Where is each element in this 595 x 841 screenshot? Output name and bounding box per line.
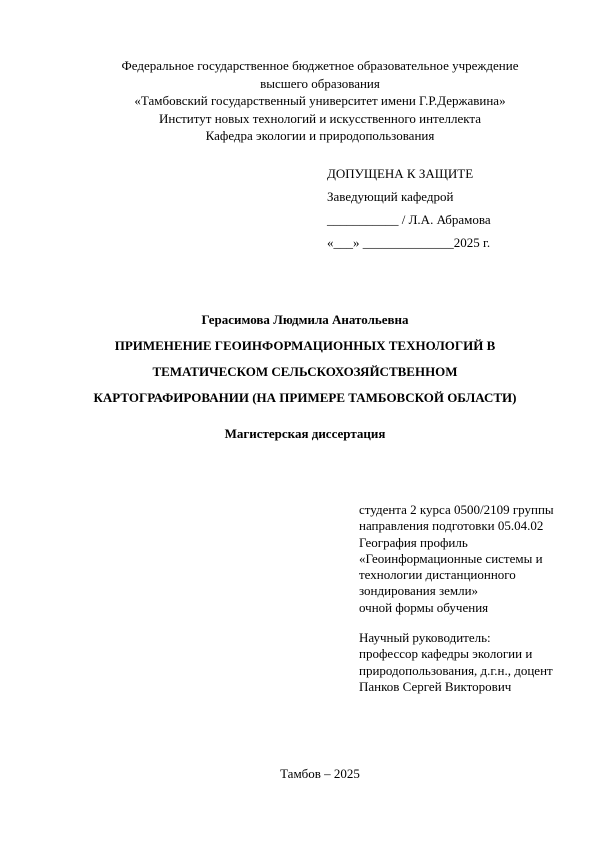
header-line-institute: Институт новых технологий и искусственного интеллекта xyxy=(159,110,481,126)
thesis-title-line: ТЕМАТИЧЕСКОМ СЕЛЬСКОХОЗЯЙСТВЕННОМ xyxy=(152,364,458,379)
student-info-line: очной формы обучения xyxy=(359,599,489,615)
approval-block xyxy=(327,162,491,254)
supervisor-info xyxy=(359,630,553,695)
student-info-line: «Геоинформационные системы и xyxy=(359,550,543,566)
author-name: Герасимова Людмила Анатольевна xyxy=(201,312,409,327)
title-block xyxy=(40,310,570,411)
student-info-line: технологии дистанционного xyxy=(359,567,516,583)
student-info-line: направления подготовки 05.04.02 xyxy=(359,518,544,534)
thesis-title-line: ПРИМЕНЕНИЕ ГЕОИНФОРМАЦИОННЫХ ТЕХНОЛОГИЙ В xyxy=(114,338,496,353)
header-line-ministry: Федеральное государственное бюджетное образовательное учреждение xyxy=(121,58,519,73)
supervisor-name: Панков Сергей Викторович xyxy=(359,678,512,694)
supervisor-info-line: Научный руководитель: xyxy=(359,630,491,645)
supervisor-info-line: профессор кафедры экологии и xyxy=(359,646,533,662)
header-line-university: «Тамбовский государственный университет имени Г.Р.Державина» xyxy=(134,93,506,108)
approval-signature-line: ___________ / Л.А. Абрамова xyxy=(327,212,491,227)
city-year: Тамбов – 2025 xyxy=(280,766,360,781)
institution-header xyxy=(60,57,580,145)
approval-role: Заведующий кафедрой xyxy=(327,189,454,204)
supervisor-info-line: природопользования, д.г.н., доцент xyxy=(359,662,553,678)
work-type: Магистерская диссертация xyxy=(224,426,386,441)
approval-status: ДОПУЩЕНА К ЗАЩИТЕ xyxy=(327,166,474,181)
thesis-title xyxy=(40,333,570,411)
approval-date-line: «___» ______________2025 г. xyxy=(327,235,491,250)
student-info-line: География профиль xyxy=(359,534,468,550)
student-info-line: студента 2 курса 0500/2109 группы xyxy=(359,502,554,517)
header-line-education-level: высшего образования xyxy=(260,75,380,91)
student-info-line: зондирования земли» xyxy=(359,583,479,599)
header-line-department: Кафедра экологии и природопользования xyxy=(205,128,435,143)
thesis-title-line: КАРТОГРАФИРОВАНИИ (НА ПРИМЕРЕ ТАМБОВСКОЙ ОБЛАСТИ) xyxy=(93,390,517,405)
student-info xyxy=(359,502,554,616)
